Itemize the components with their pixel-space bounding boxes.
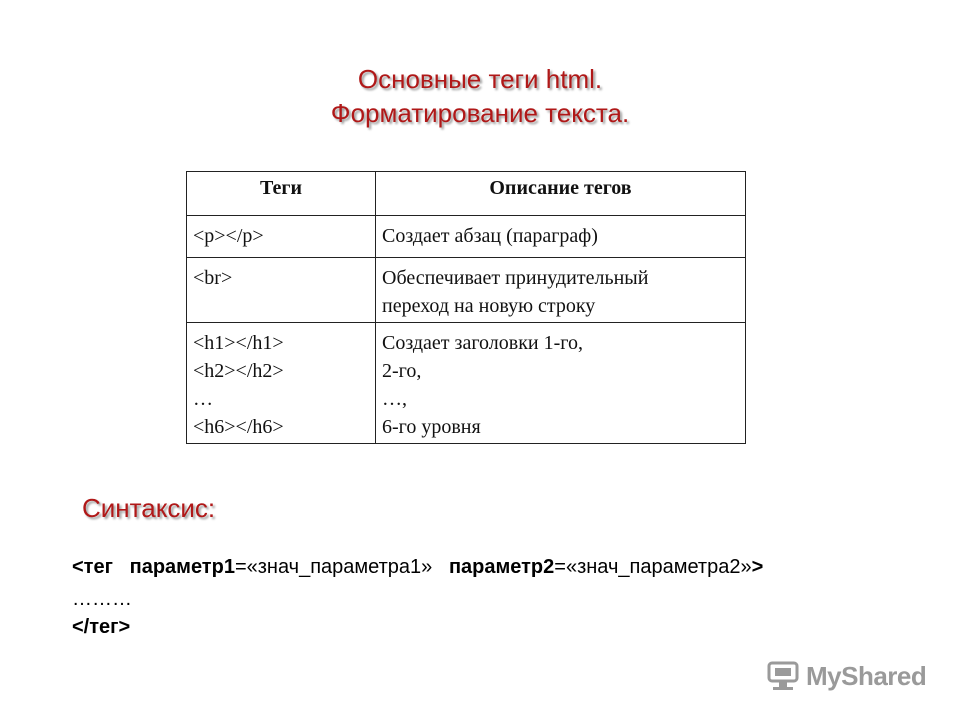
mortarboard-icon xyxy=(766,657,800,696)
description-cell xyxy=(376,216,746,258)
syntax-line-close: </тег> xyxy=(72,616,131,638)
tag-text: <h1></h1> xyxy=(193,332,284,354)
syntax-param1-value: =«знач_параметра1» xyxy=(234,556,433,578)
tags-cell xyxy=(187,323,376,444)
table-row xyxy=(187,323,746,444)
watermark-logo xyxy=(766,656,926,696)
syntax-line-body: ……… xyxy=(72,588,132,610)
description-cell xyxy=(376,323,746,444)
header-tags: Теги xyxy=(187,172,376,216)
syntax-param1-name: параметр1 xyxy=(129,556,235,578)
tag-text: <p></p> xyxy=(193,225,264,247)
description-text: Создает абзац (параграф) xyxy=(382,225,598,247)
table-header-row xyxy=(187,172,746,216)
header-description: Описание тегов xyxy=(376,172,746,216)
tag-text: <h6></h6> xyxy=(193,416,284,438)
description-text: 2-го, xyxy=(382,360,422,382)
syntax-heading: Синтаксис: xyxy=(82,493,216,523)
tag-text: … xyxy=(193,388,213,410)
syntax-close-bracket: > xyxy=(751,556,764,578)
syntax-line-open xyxy=(72,556,763,579)
syntax-open-tag: <тег xyxy=(72,556,113,578)
slide-title xyxy=(0,62,960,130)
watermark-text: MyShared xyxy=(806,660,927,691)
title-line-1: Основные теги html. xyxy=(357,64,603,94)
syntax-param2-value: =«знач_параметра2» xyxy=(554,556,752,578)
syntax-param2-name: параметр2 xyxy=(448,556,555,578)
title-line-2: Форматирование текста. xyxy=(330,98,630,128)
description-text: 6-го уровня xyxy=(382,416,481,438)
tag-text: <h2></h2> xyxy=(193,360,284,382)
description-cell xyxy=(376,258,746,323)
description-text: переход на новую строку xyxy=(382,295,596,317)
table-row xyxy=(187,258,746,323)
description-text: Обеспечивает принудительный xyxy=(382,267,649,289)
tags-table xyxy=(186,171,746,444)
description-text: Создает заголовки 1-го, xyxy=(382,332,583,354)
tag-text: <br> xyxy=(193,267,233,289)
table-row xyxy=(187,216,746,258)
description-text: …, xyxy=(382,388,407,410)
tags-cell xyxy=(187,258,376,323)
tags-cell xyxy=(187,216,376,258)
